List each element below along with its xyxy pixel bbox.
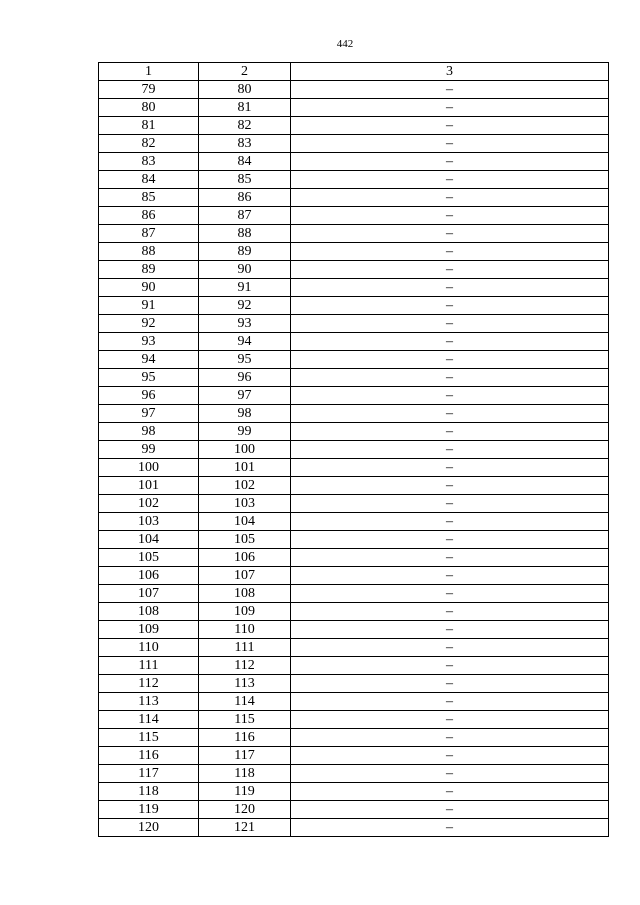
table-cell-col-3: –	[291, 333, 609, 351]
table-cell-col-1: 105	[99, 549, 199, 567]
table-cell-col-1: 85	[99, 189, 199, 207]
table-cell-col-1: 104	[99, 531, 199, 549]
table-cell-col-1: 95	[99, 369, 199, 387]
table-cell-col-2: 109	[199, 603, 291, 621]
table-cell-col-3: –	[291, 99, 609, 117]
table-row	[99, 279, 609, 297]
column-header-3: 3	[291, 63, 609, 81]
table-cell-col-3: –	[291, 657, 609, 675]
table-cell-col-2: 103	[199, 495, 291, 513]
table-row	[99, 405, 609, 423]
table-cell-col-2: 97	[199, 387, 291, 405]
table-cell-col-3: –	[291, 693, 609, 711]
table-cell-col-2: 110	[199, 621, 291, 639]
table-cell-col-1: 98	[99, 423, 199, 441]
table-row	[99, 207, 609, 225]
table-row	[99, 801, 609, 819]
table-row	[99, 333, 609, 351]
table-cell-col-3: –	[291, 315, 609, 333]
table-row	[99, 693, 609, 711]
table-cell-col-2: 106	[199, 549, 291, 567]
table-cell-col-2: 91	[199, 279, 291, 297]
table-body	[99, 81, 609, 837]
table-cell-col-3: –	[291, 495, 609, 513]
table-cell-col-2: 119	[199, 783, 291, 801]
table-cell-col-1: 88	[99, 243, 199, 261]
table-cell-col-1: 91	[99, 297, 199, 315]
table-cell-col-3: –	[291, 369, 609, 387]
table-cell-col-3: –	[291, 531, 609, 549]
table-cell-col-3: –	[291, 747, 609, 765]
table-cell-col-3: –	[291, 81, 609, 99]
table-cell-col-2: 80	[199, 81, 291, 99]
table-cell-col-3: –	[291, 765, 609, 783]
table-cell-col-2: 105	[199, 531, 291, 549]
table-cell-col-2: 84	[199, 153, 291, 171]
table-cell-col-2: 104	[199, 513, 291, 531]
table-cell-col-1: 92	[99, 315, 199, 333]
table-cell-col-3: –	[291, 783, 609, 801]
table-row	[99, 711, 609, 729]
table-cell-col-2: 115	[199, 711, 291, 729]
table-row	[99, 477, 609, 495]
table-cell-col-1: 108	[99, 603, 199, 621]
table-cell-col-1: 115	[99, 729, 199, 747]
table-row	[99, 351, 609, 369]
table-cell-col-1: 79	[99, 81, 199, 99]
table-cell-col-2: 88	[199, 225, 291, 243]
table-cell-col-3: –	[291, 621, 609, 639]
table-cell-col-3: –	[291, 639, 609, 657]
table-row	[99, 621, 609, 639]
table-row	[99, 657, 609, 675]
table-row	[99, 675, 609, 693]
table-row	[99, 387, 609, 405]
table-cell-col-1: 118	[99, 783, 199, 801]
table-cell-col-3: –	[291, 711, 609, 729]
table-row	[99, 117, 609, 135]
table-cell-col-2: 102	[199, 477, 291, 495]
table-cell-col-1: 80	[99, 99, 199, 117]
table-cell-col-3: –	[291, 189, 609, 207]
table-cell-col-3: –	[291, 603, 609, 621]
table-cell-col-1: 113	[99, 693, 199, 711]
table-cell-col-1: 90	[99, 279, 199, 297]
table-cell-col-2: 94	[199, 333, 291, 351]
table-cell-col-1: 106	[99, 567, 199, 585]
table-cell-col-2: 89	[199, 243, 291, 261]
table-cell-col-3: –	[291, 225, 609, 243]
table-row	[99, 459, 609, 477]
table-cell-col-1: 96	[99, 387, 199, 405]
table-row	[99, 171, 609, 189]
table-cell-col-3: –	[291, 585, 609, 603]
table-cell-col-2: 116	[199, 729, 291, 747]
table-cell-col-1: 120	[99, 819, 199, 837]
table-cell-col-2: 86	[199, 189, 291, 207]
table-cell-col-2: 87	[199, 207, 291, 225]
table-cell-col-2: 82	[199, 117, 291, 135]
table-cell-col-2: 85	[199, 171, 291, 189]
table-cell-col-3: –	[291, 297, 609, 315]
table-row	[99, 531, 609, 549]
page-number: 442	[336, 38, 354, 50]
table-cell-col-1: 89	[99, 261, 199, 279]
table-cell-col-2: 112	[199, 657, 291, 675]
table-cell-col-3: –	[291, 207, 609, 225]
table-cell-col-1: 93	[99, 333, 199, 351]
table-cell-col-1: 100	[99, 459, 199, 477]
table-row	[99, 261, 609, 279]
data-table	[98, 62, 609, 837]
table-row	[99, 297, 609, 315]
table-cell-col-2: 81	[199, 99, 291, 117]
table-cell-col-2: 107	[199, 567, 291, 585]
table-cell-col-1: 87	[99, 225, 199, 243]
table-cell-col-1: 119	[99, 801, 199, 819]
table-cell-col-2: 83	[199, 135, 291, 153]
table-cell-col-2: 95	[199, 351, 291, 369]
table-cell-col-3: –	[291, 135, 609, 153]
table-cell-col-3: –	[291, 459, 609, 477]
table-cell-col-1: 84	[99, 171, 199, 189]
table-cell-col-1: 107	[99, 585, 199, 603]
column-header-2: 2	[199, 63, 291, 81]
table-cell-col-3: –	[291, 801, 609, 819]
table-cell-col-2: 99	[199, 423, 291, 441]
table-cell-col-1: 111	[99, 657, 199, 675]
table-cell-col-3: –	[291, 729, 609, 747]
table-row	[99, 99, 609, 117]
table-cell-col-3: –	[291, 513, 609, 531]
table-cell-col-2: 108	[199, 585, 291, 603]
table-row	[99, 441, 609, 459]
data-table-container	[98, 62, 608, 837]
table-cell-col-1: 99	[99, 441, 199, 459]
table-cell-col-2: 121	[199, 819, 291, 837]
table-cell-col-3: –	[291, 351, 609, 369]
table-cell-col-3: –	[291, 243, 609, 261]
table-row	[99, 189, 609, 207]
table-cell-col-1: 116	[99, 747, 199, 765]
table-cell-col-2: 113	[199, 675, 291, 693]
table-cell-col-3: –	[291, 423, 609, 441]
table-row	[99, 747, 609, 765]
table-cell-col-3: –	[291, 387, 609, 405]
table-cell-col-3: –	[291, 279, 609, 297]
table-row	[99, 81, 609, 99]
table-cell-col-1: 86	[99, 207, 199, 225]
table-header	[99, 63, 609, 81]
table-cell-col-1: 94	[99, 351, 199, 369]
table-cell-col-3: –	[291, 441, 609, 459]
column-header-1: 1	[99, 63, 199, 81]
table-cell-col-1: 81	[99, 117, 199, 135]
table-row	[99, 315, 609, 333]
table-cell-col-2: 93	[199, 315, 291, 333]
table-cell-col-1: 82	[99, 135, 199, 153]
table-row	[99, 495, 609, 513]
table-cell-col-3: –	[291, 405, 609, 423]
table-cell-col-1: 97	[99, 405, 199, 423]
table-cell-col-2: 101	[199, 459, 291, 477]
table-cell-col-2: 111	[199, 639, 291, 657]
table-cell-col-2: 98	[199, 405, 291, 423]
table-row	[99, 369, 609, 387]
table-cell-col-3: –	[291, 819, 609, 837]
table-row	[99, 567, 609, 585]
table-cell-col-1: 117	[99, 765, 199, 783]
table-row	[99, 423, 609, 441]
table-row	[99, 783, 609, 801]
table-cell-col-1: 83	[99, 153, 199, 171]
table-cell-col-1: 112	[99, 675, 199, 693]
table-row	[99, 639, 609, 657]
table-cell-col-1: 102	[99, 495, 199, 513]
table-cell-col-2: 114	[199, 693, 291, 711]
table-cell-col-3: –	[291, 549, 609, 567]
table-cell-col-2: 118	[199, 765, 291, 783]
table-row	[99, 225, 609, 243]
table-cell-col-3: –	[291, 567, 609, 585]
table-cell-col-1: 109	[99, 621, 199, 639]
table-cell-col-1: 114	[99, 711, 199, 729]
table-cell-col-3: –	[291, 261, 609, 279]
table-row	[99, 585, 609, 603]
table-row	[99, 603, 609, 621]
table-row	[99, 765, 609, 783]
table-cell-col-1: 110	[99, 639, 199, 657]
table-cell-col-2: 117	[199, 747, 291, 765]
table-cell-col-3: –	[291, 171, 609, 189]
table-header-row	[99, 63, 609, 81]
table-cell-col-2: 90	[199, 261, 291, 279]
table-cell-col-3: –	[291, 675, 609, 693]
table-row	[99, 135, 609, 153]
table-cell-col-2: 100	[199, 441, 291, 459]
table-cell-col-1: 103	[99, 513, 199, 531]
table-cell-col-3: –	[291, 117, 609, 135]
table-cell-col-1: 101	[99, 477, 199, 495]
table-cell-col-3: –	[291, 153, 609, 171]
table-cell-col-2: 96	[199, 369, 291, 387]
table-row	[99, 243, 609, 261]
table-row	[99, 513, 609, 531]
table-row	[99, 153, 609, 171]
table-cell-col-2: 92	[199, 297, 291, 315]
table-row	[99, 819, 609, 837]
table-cell-col-3: –	[291, 477, 609, 495]
table-cell-col-2: 120	[199, 801, 291, 819]
table-row	[99, 729, 609, 747]
table-row	[99, 549, 609, 567]
